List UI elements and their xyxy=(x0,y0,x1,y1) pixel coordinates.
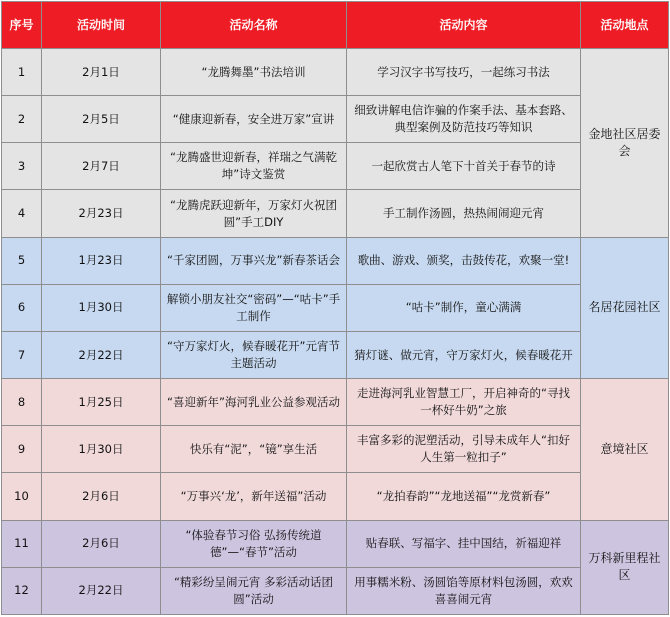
activity-location-cell: 名居花园社区 xyxy=(581,237,669,378)
row-number-cell: 10 xyxy=(2,473,42,520)
activity-content-cell: 走进海河乳业智慧工厂，开启神奇的“寻找一杯好牛奶”之旅 xyxy=(347,379,581,426)
activity-date-cell: 2月5日 xyxy=(42,96,161,143)
activity-date-cell: 1月23日 xyxy=(42,237,161,284)
activity-location-cell: 意境社区 xyxy=(581,379,669,520)
header-content: 活动内容 xyxy=(347,2,581,49)
activity-name-cell: “龙腾盛世迎新春，祥瑞之气满乾坤”诗文鉴赏 xyxy=(161,143,347,190)
table-row xyxy=(2,49,669,96)
activity-content-cell: 丰富多彩的泥塑活动，引导未成年人“扣好人生第一粒扣子” xyxy=(347,426,581,473)
table-row xyxy=(2,237,669,284)
header-no: 序号 xyxy=(2,2,42,49)
row-number-cell: 8 xyxy=(2,379,42,426)
table-row xyxy=(2,426,669,473)
activity-content-cell: “龙拍春韵”“龙地送福”“龙赏新春” xyxy=(347,473,581,520)
activity-date-cell: 2月22日 xyxy=(42,567,161,614)
activity-date-cell: 2月6日 xyxy=(42,473,161,520)
activity-name-cell: “健康迎新春，安全进万家”宣讲 xyxy=(161,96,347,143)
activity-content-cell: “咕卡”制作，童心满满 xyxy=(347,284,581,331)
activity-date-cell: 1月30日 xyxy=(42,426,161,473)
header-name: 活动名称 xyxy=(161,2,347,49)
row-number-cell: 12 xyxy=(2,567,42,614)
row-number-cell: 1 xyxy=(2,49,42,96)
activity-date-cell: 1月30日 xyxy=(42,284,161,331)
activity-name-cell: 解锁小朋友社交“密码”—“咕卡”手工制作 xyxy=(161,284,347,331)
row-number-cell: 11 xyxy=(2,520,42,567)
table-row xyxy=(2,331,669,378)
activity-name-cell: “千家团圆，万事兴龙”新春茶话会 xyxy=(161,237,347,284)
activity-name-cell: 快乐有“泥”，“镜”享生活 xyxy=(161,426,347,473)
activity-date-cell: 2月22日 xyxy=(42,331,161,378)
activity-content-cell: 猜灯谜、做元宵，守万家灯火，候春暖花开 xyxy=(347,331,581,378)
row-number-cell: 7 xyxy=(2,331,42,378)
activity-content-cell: 歌曲、游戏、颁奖，击鼓传花，欢聚一堂! xyxy=(347,237,581,284)
activity-content-cell: 贴春联、写福字、挂中国结，祈福迎祥 xyxy=(347,520,581,567)
activity-date-cell: 2月7日 xyxy=(42,143,161,190)
activity-name-cell: “万事兴‘龙’，新年送福”活动 xyxy=(161,473,347,520)
activity-name-cell: “体验春节习俗 弘扬传统道德”—“春节”活动 xyxy=(161,520,347,567)
activity-content-cell: 手工制作汤圆，热热闹闹迎元宵 xyxy=(347,190,581,237)
activity-schedule-table xyxy=(1,1,669,615)
table-row xyxy=(2,190,669,237)
activity-name-cell: “精彩纷呈闹元宵 多彩活动话团圆”活动 xyxy=(161,567,347,614)
row-number-cell: 4 xyxy=(2,190,42,237)
row-number-cell: 5 xyxy=(2,237,42,284)
table-row xyxy=(2,567,669,614)
activity-date-cell: 2月1日 xyxy=(42,49,161,96)
activity-content-cell: 一起欣赏古人笔下十首关于春节的诗 xyxy=(347,143,581,190)
row-number-cell: 2 xyxy=(2,96,42,143)
activity-name-cell: “龙腾舞墨”书法培训 xyxy=(161,49,347,96)
activity-content-cell: 学习汉字书写技巧，一起练习书法 xyxy=(347,49,581,96)
table-row xyxy=(2,473,669,520)
table-row xyxy=(2,520,669,567)
activity-content-cell: 细致讲解电信诈骗的作案手法、基本套路、典型案例及防范技巧等知识 xyxy=(347,96,581,143)
header-row xyxy=(2,2,669,49)
activity-date-cell: 1月25日 xyxy=(42,379,161,426)
activity-name-cell: “喜迎新年”海河乳业公益参观活动 xyxy=(161,379,347,426)
activity-location-cell: 万科新里程社区 xyxy=(581,520,669,614)
table-row xyxy=(2,96,669,143)
activity-date-cell: 2月23日 xyxy=(42,190,161,237)
activity-name-cell: “守万家灯火，候春暖花开”元宵节主题活动 xyxy=(161,331,347,378)
activity-location-cell: 金地社区居委会 xyxy=(581,49,669,238)
header-location: 活动地点 xyxy=(581,2,669,49)
table-row xyxy=(2,143,669,190)
table-row xyxy=(2,284,669,331)
header-date: 活动时间 xyxy=(42,2,161,49)
row-number-cell: 3 xyxy=(2,143,42,190)
activity-name-cell: “龙腾虎跃迎新年，万家灯火祝团圆”手工DIY xyxy=(161,190,347,237)
row-number-cell: 6 xyxy=(2,284,42,331)
activity-content-cell: 用事糯米粉、汤圆馅等原材料包汤圆，欢欢喜喜闹元宵 xyxy=(347,567,581,614)
activity-date-cell: 2月6日 xyxy=(42,520,161,567)
table-row xyxy=(2,379,669,426)
row-number-cell: 9 xyxy=(2,426,42,473)
